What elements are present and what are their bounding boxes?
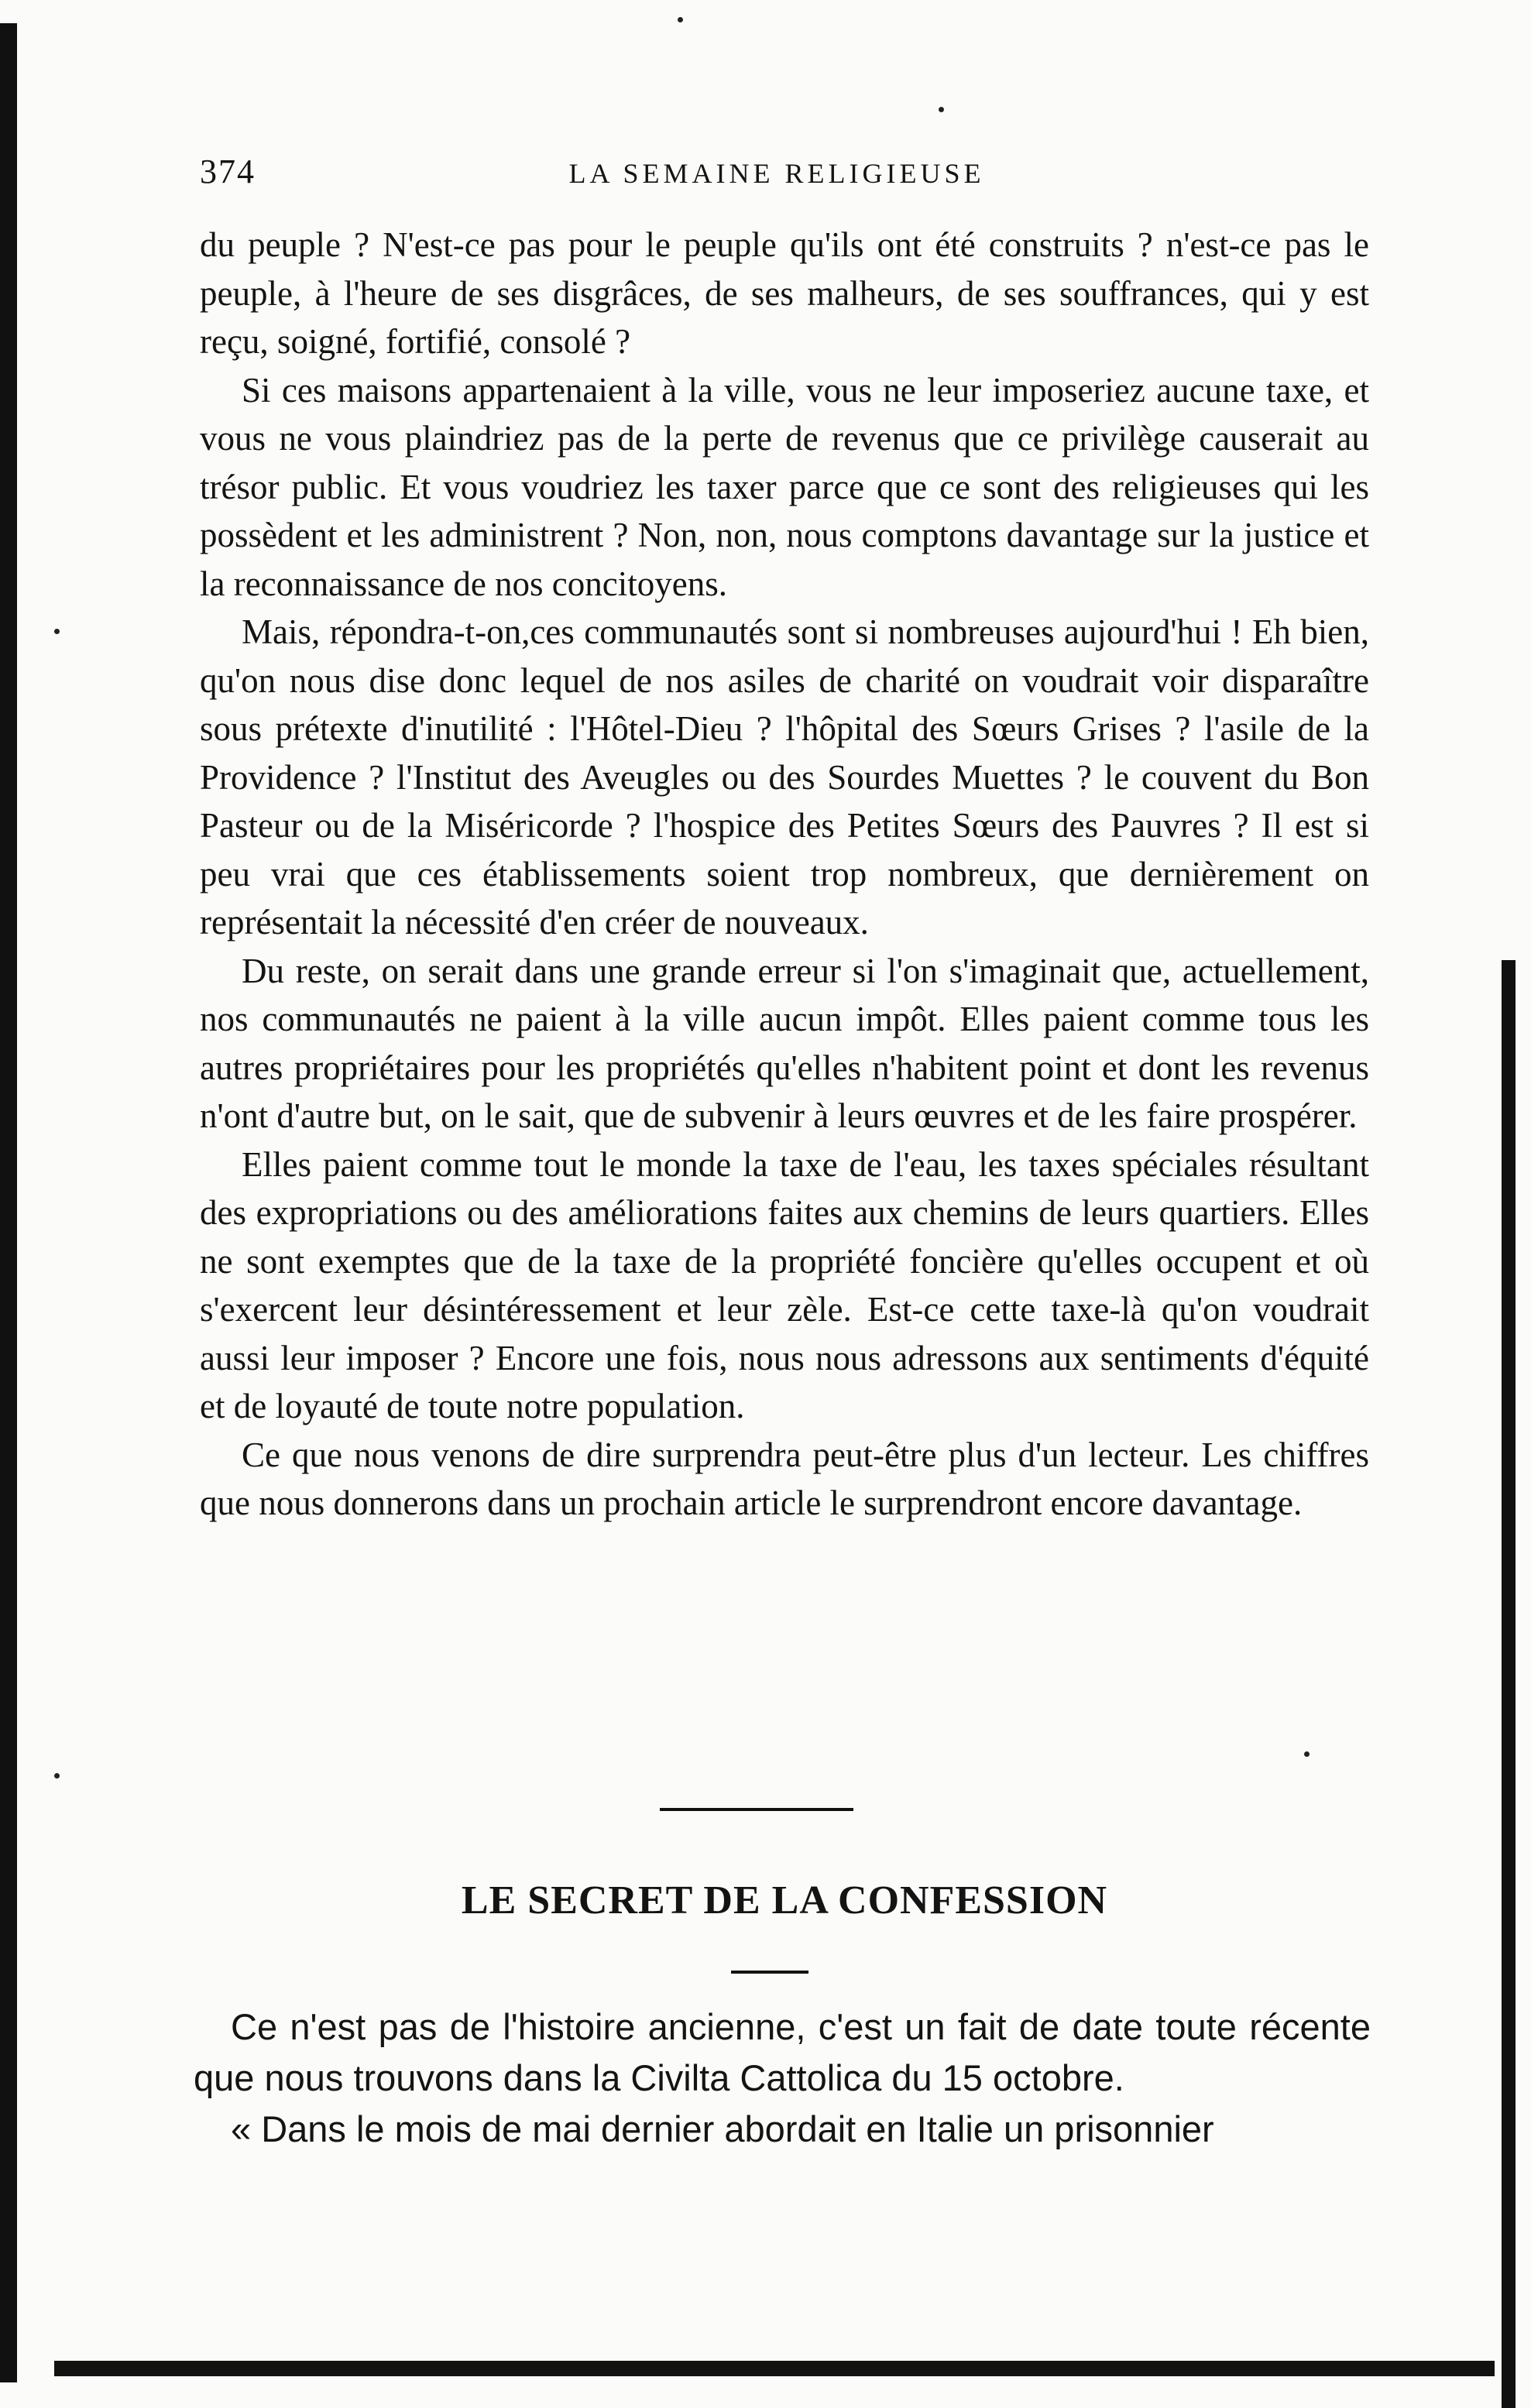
scan-speck <box>54 1773 60 1779</box>
section-title: LE SECRET DE LA CONFESSION <box>461 1878 1108 1923</box>
paragraph: Si ces maisons appartenaient à la ville, vous ne leur imposeriez aucune taxe, et vous ne vous plaindriez pas de la perte de revenus que ce privilège causerait au trésor public. Et vous voudriez les taxer parce que ce sont des religieuses qui les possèdent et les administrent ? Non, non, nous comptons davantage sur la justice et la reconnaissance de nos concitoyens. <box>200 370 1369 603</box>
paragraph: Du reste, on serait dans une grande erreur si l'on s'imaginait que, actuellement, nos communautés ne paient à la ville aucun impôt. Elles paient comme tous les autres propriétaires pour les propriétés qu'elles n'habitent point et dont les revenus n'ont d'autre but, on le sait, que de subvenir à leurs œuvres et de les faire prospérer. <box>200 951 1369 1135</box>
section-divider <box>660 1808 853 1811</box>
article-paragraph: « Dans le mois de mai dernier abordait en Italie un prisonnier <box>231 2108 1214 2149</box>
running-title: LA SEMAINE RELIGIEUSE <box>568 158 985 189</box>
body-text <box>200 221 1369 1528</box>
article-text <box>194 2002 1371 2155</box>
scan-speck <box>939 107 944 112</box>
scan-speck <box>1304 1751 1310 1757</box>
scan-edge-right <box>1502 960 1516 2408</box>
article-paragraph: Ce n'est pas de l'histoire ancienne, c'est un fait de date toute récente que nous trouvons dans la Civilta Cattolica du 15 octobre. <box>194 2006 1371 2098</box>
paragraph: Mais, répondra-t-on,ces communautés sont si nombreuses aujourd'hui ! Eh bien, qu'on nous dise donc lequel de nos asiles de charité on voudrait voir disparaître sous prétexte d'inutilité : l'Hôtel-Dieu ? l'hôpital des Sœurs Grises ? l'asile de la Providence ? l'Institut des Aveugles ou des Sourdes Muettes ? le couvent du Bon Pasteur ou de la Miséricorde ? l'hospice des Petites Sœurs des Pauvres ? Il est si peu vrai que ces établissements soient trop nombreux, que dernièrement on représentait la nécessité d'en créer de nouveaux. <box>200 612 1369 942</box>
page-number: 374 <box>200 153 256 190</box>
scan-edge-bottom <box>54 2361 1495 2376</box>
scan-edge-left <box>0 23 17 2382</box>
paragraph: Elles paient comme tout le monde la taxe de l'eau, les taxes spéciales résultant des expropriations ou des améliorations faites aux chemins de leurs quartiers. Elles ne sont exemptes que de la taxe de la propriété foncière qu'elles occupent et où s'exercent leur désintéressement et leur zèle. Est-ce cette taxe-là qu'on voudrait aussi leur imposer ? Encore une fois, nous nous adressons aux sentiments d'équité et de loyauté de toute notre population. <box>200 1144 1369 1425</box>
paragraph: du peuple ? N'est-ce pas pour le peuple qu'ils ont été construits ? n'est-ce pas le peuple, à l'heure de ses disgrâces, de ses malheurs, de ses souffrances, qui y est reçu, soigné, fortifié, consolé ? <box>200 225 1369 361</box>
scan-speck <box>54 629 60 634</box>
scan-speck <box>678 17 683 22</box>
page-header <box>200 152 1369 191</box>
paragraph: Ce que nous venons de dire surprendra peut-être plus d'un lecteur. Les chiffres que nous donnerons dans un prochain article le surprendront encore davantage. <box>200 1435 1369 1522</box>
title-divider <box>731 1971 808 1974</box>
